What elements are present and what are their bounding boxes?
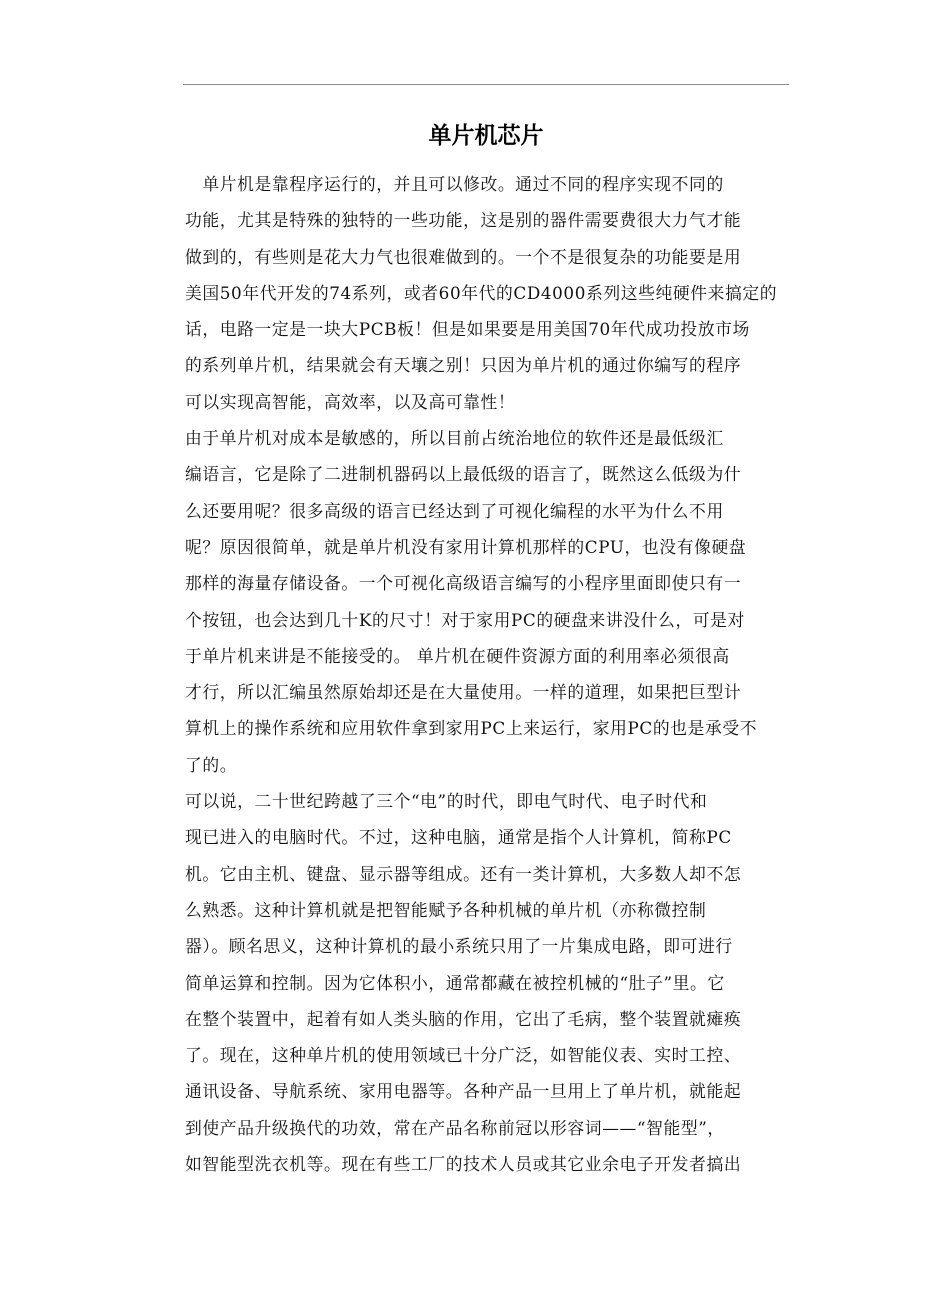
text-line: 通讯设备、导航系统、家用电器等。各种产品一旦用上了单片机，就能起 xyxy=(185,1081,742,1102)
text-line: 由于单片机对成本是敏感的，所以目前占统治地位的软件还是最低级汇 xyxy=(185,428,724,449)
header-rule xyxy=(183,84,789,85)
text-line: 单片机是靠程序运行的，并且可以修改。通过不同的程序实现不同的 xyxy=(185,174,724,194)
text-line: 做到的，有些则是花大力气也很难做到的。一个不是很复杂的功能要是用 xyxy=(185,246,742,267)
text-line: 可以实现高智能，高效率，以及高可靠性！ xyxy=(185,391,516,412)
text-line: 个按钮，也会达到几十K的尺寸！对于家用PC的硬盘来讲没什么，可是对 xyxy=(185,609,745,630)
text-line: 才行，所以汇编虽然原始却还是在大量使用。一样的道理，如果把巨型计 xyxy=(185,682,742,703)
text-line: 呢？原因很简单，就是单片机没有家用计算机那样的CPU，也没有像硬盘 xyxy=(185,536,747,557)
text-line: 机。它由主机、键盘、显示器等组成。还有一类计算机，大多数人却不怎 xyxy=(185,863,742,884)
text-line: 器）。顾名思义，这种计算机的最小系统只用了一片集成电路，即可进行 xyxy=(185,936,733,957)
text-line: 功能，尤其是特殊的独特的一些功能，这是别的器件需要费很大力气才能 xyxy=(185,210,742,231)
text-line: 到使产品升级换代的功效，常在产品名称前冠以形容词——“智能型”， xyxy=(185,1117,725,1138)
page-title: 单片机芯片 xyxy=(428,123,544,149)
text-line: 了。现在，这种单片机的使用领域已十分广泛，如智能仪表、实时工控、 xyxy=(185,1045,742,1066)
text-line: 么熟悉。这种计算机就是把智能赋予各种机械的单片机（亦称微控制 xyxy=(185,899,707,920)
text-line: 编语言，它是除了二进制机器码以上最低级的语言了，既然这么低级为什 xyxy=(185,464,742,485)
text-line: 美国50年代开发的74系列，或者60年代的CD4000系列这些纯硬件来搞定的 xyxy=(185,282,778,303)
text-line: 如智能型洗衣机等。现在有些工厂的技术人员或其它业余电子开发者搞出 xyxy=(185,1154,742,1175)
text-line: 话，电路一定是一块大PCB板！但是如果要是用美国70年代成功投放市场 xyxy=(185,319,750,340)
text-line: 了的。 xyxy=(185,754,238,775)
text-line: 算机上的操作系统和应用软件拿到家用PC上来运行，家用PC的也是承受不 xyxy=(185,718,758,739)
text-line: 在整个装置中，起着有如人类头脑的作用，它出了毛病，整个装置就瘫痪 xyxy=(185,1008,742,1029)
text-line: 简单运算和控制。因为它体积小，通常都藏在被控机械的“肚子”里。它 xyxy=(185,972,725,993)
body-text xyxy=(185,166,785,1182)
text-line: 那样的海量存储设备。一个可视化高级语言编写的小程序里面即使只有一 xyxy=(185,573,742,594)
text-line: 可以说，二十世纪跨越了三个“电”的时代，即电气时代、电子时代和 xyxy=(185,791,708,812)
text-line: 于单片机来讲是不能接受的。 单片机在硬件资源方面的利用率必须很高 xyxy=(185,645,730,666)
text-line: 的系列单片机，结果就会有天壤之别！只因为单片机的通过你编写的程序 xyxy=(185,355,742,376)
text-line: 么还要用呢？很多高级的语言已经达到了可视化编程的水平为什么不用 xyxy=(185,500,724,521)
text-line: 现已进入的电脑时代。不过，这种电脑，通常是指个人计算机，简称PC xyxy=(185,827,732,848)
